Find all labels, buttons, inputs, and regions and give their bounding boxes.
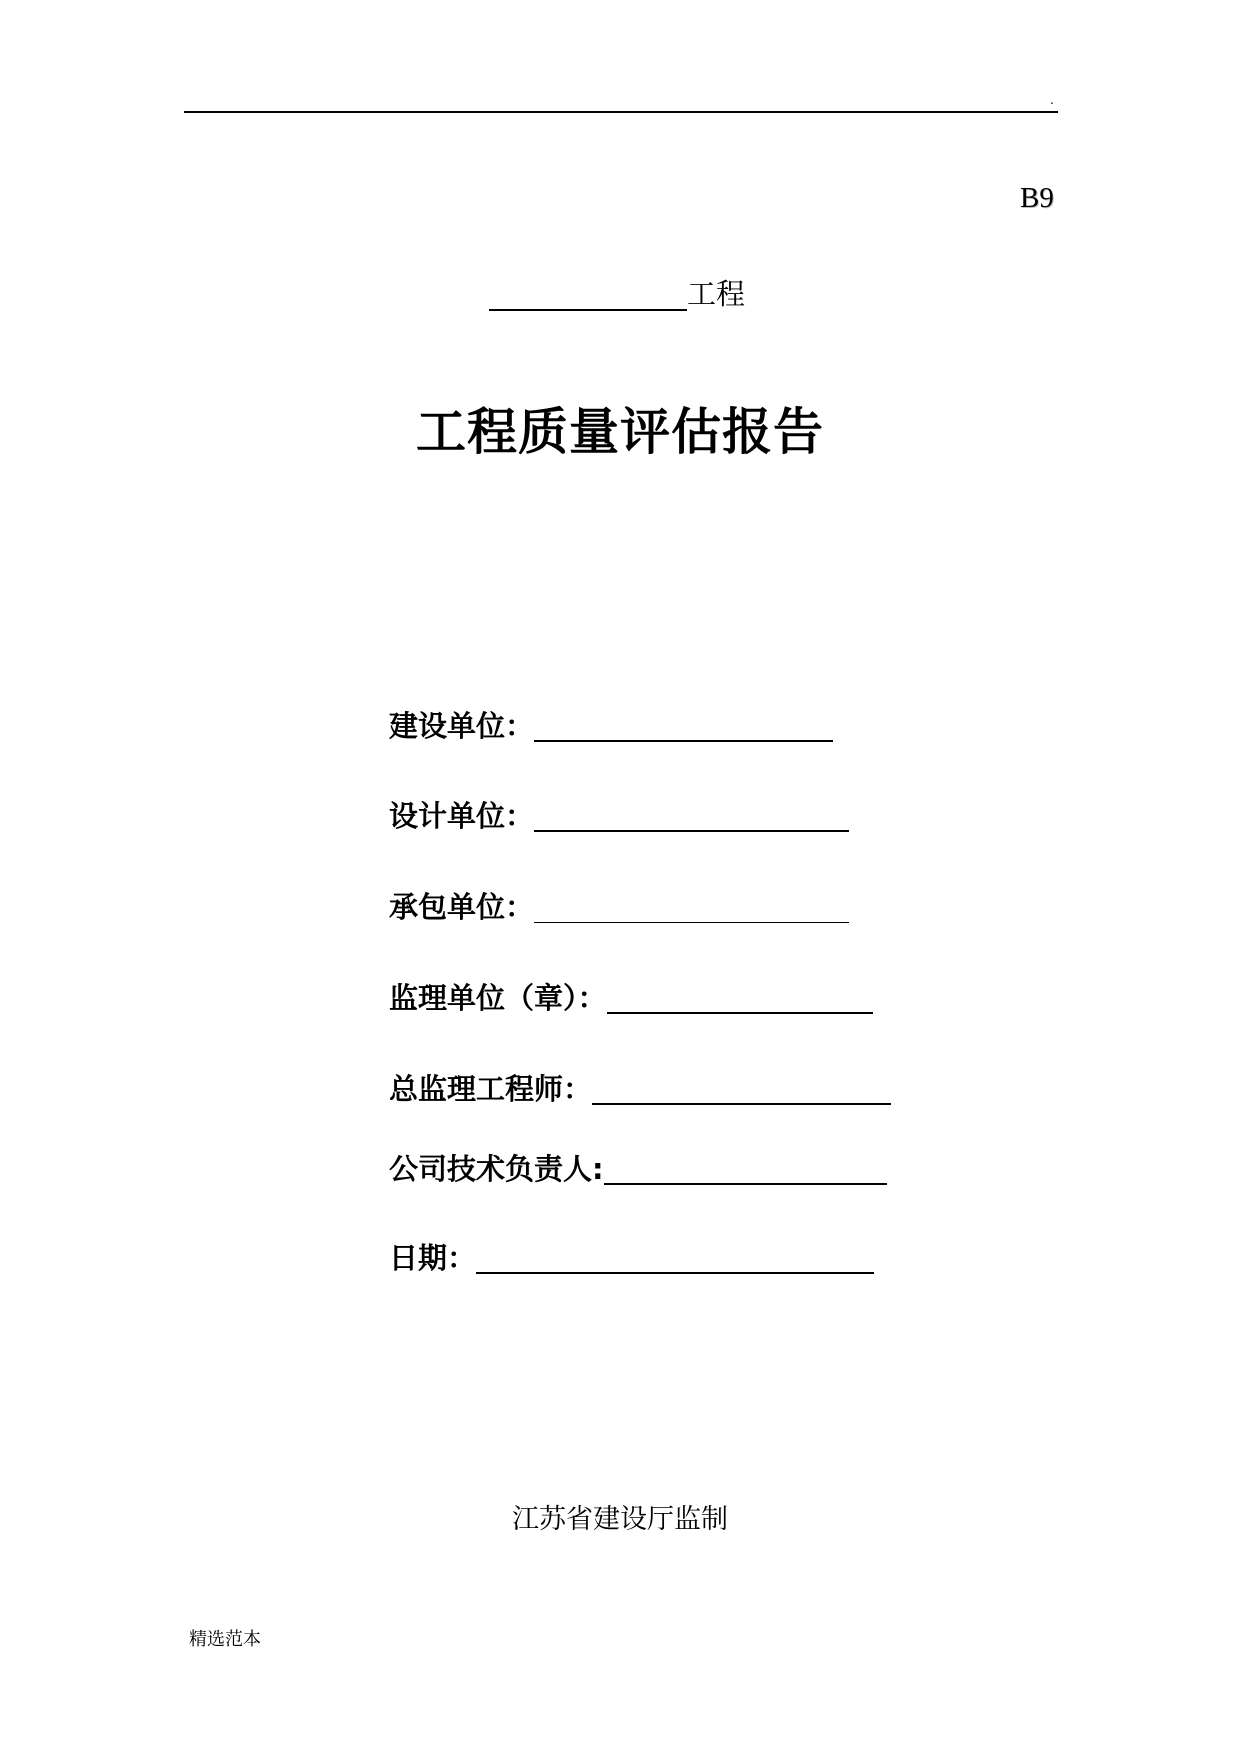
field-blank[interactable] [607, 1012, 873, 1014]
field-blank[interactable] [592, 1103, 891, 1105]
field-supervision-unit [389, 974, 873, 1018]
field-label: 公司技术负责人: [389, 1152, 604, 1186]
field-label: 承包单位： [389, 890, 535, 924]
project-name-blank[interactable] [489, 309, 687, 311]
issuer-text: 江苏省建设厅监制 [512, 1504, 728, 1535]
field-label: 设计单位： [389, 799, 535, 833]
field-label: 总监理工程师： [389, 1072, 593, 1106]
project-name-line [489, 272, 745, 314]
field-blank[interactable] [534, 830, 849, 832]
field-blank[interactable] [534, 922, 849, 923]
field-construction-unit [389, 702, 833, 746]
field-blank[interactable] [476, 1272, 874, 1274]
field-contractor-unit [389, 883, 849, 927]
footer-note: 精选范本 [189, 1629, 261, 1650]
project-suffix: 工程 [687, 277, 746, 311]
form-code: B9 [1020, 182, 1054, 214]
field-blank[interactable] [604, 1183, 887, 1185]
field-date [389, 1234, 874, 1278]
header-rule [184, 111, 1058, 113]
field-label: 建设单位： [389, 709, 535, 743]
field-design-unit [389, 792, 849, 836]
field-label: 日期： [389, 1241, 477, 1275]
field-blank[interactable] [534, 740, 833, 742]
field-chief-supervising-engineer [389, 1065, 891, 1109]
header-dot: . [1050, 93, 1054, 107]
field-company-technical-lead [389, 1145, 887, 1189]
field-label: 监理单位（章）： [389, 981, 607, 1015]
report-title: 工程质量评估报告 [416, 403, 824, 461]
